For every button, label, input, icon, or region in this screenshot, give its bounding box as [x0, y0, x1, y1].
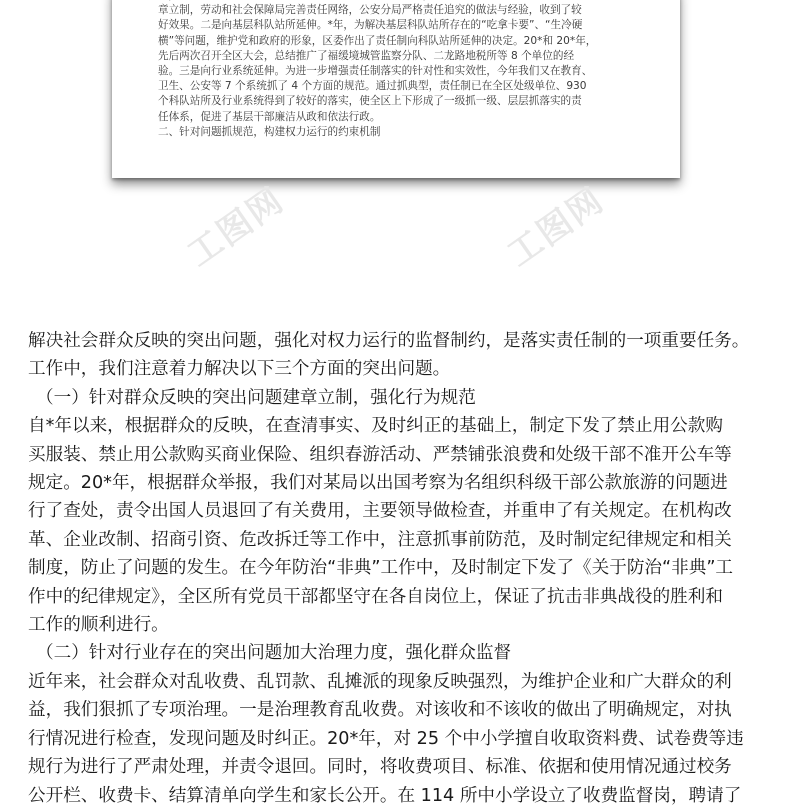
preview-line: 先后两次召开全区大会，总结推广了福缓境城管监察分队、二龙路地税所等 8 个单位的经 — [158, 49, 575, 62]
paragraph-line: 作中的纪律规定》，全区所有党员干部都坚守在各自岗位上，保证了抗击非典战役的胜利和 — [28, 586, 723, 607]
paragraph-line: 工作的顺利进行。 — [28, 615, 169, 636]
paragraph-line: 革、企业改制、招商引资、危改拆迁等工作中，注意抓事前防范，及时制定纪律规定和相关 — [28, 529, 732, 550]
document-body — [28, 327, 788, 810]
paragraph-line: 公开栏、收费卡、结算清单向学生和家长公开。在 114 所中小学设立了收费监督岗，聘请了 — [28, 785, 742, 806]
preview-line: 卫生、公安等 7 个系统抓了 4 个方面的规范。通过抓典型，责任制已在全区处级单位、930 — [158, 80, 587, 93]
paragraph-line: 近年来，社会群众对乱收费、乱罚款、乱摊派的现象反映强烈，为维护企业和广大群众的利 — [28, 671, 732, 692]
preview-line: 好效果。二是向基层科队站所延伸。*年，为解决基层科队站所存在的“吃拿卡要”、“生冷硬 — [158, 19, 583, 32]
watermark: 工图网 — [500, 180, 612, 275]
preview-line: 验。三是向行业系统延伸。为进一步增强责任制落实的针对性和实效性，今年我们又在教育、 — [158, 65, 593, 78]
paragraph-line: 行情况进行检查，发现问题及时纠正。20*年，对 25 个中小学擅自收取资料费、试卷费等违 — [28, 728, 744, 749]
preview-text-block — [158, 0, 648, 140]
document-page-preview — [112, 0, 680, 178]
paragraph-line: 工作中，我们注意着力解决以下三个方面的突出问题。 — [28, 359, 451, 380]
preview-line: 个科队站所及行业系统得到了较好的落实，使全区上下形成了一级抓一级、层层抓落实的责 — [158, 95, 582, 108]
subsection-heading: （二）针对行业存在的突出问题加大治理力度，强化群众监督 — [36, 643, 512, 664]
paragraph-line: 买服装、禁止用公款购买商业保险、组织春游活动、严禁铺张浪费和处级干部不准开公车等 — [28, 444, 732, 465]
preview-line: 章立制，劳动和社会保障局完善责任网络，公安分局严格责任追究的做法与经验，收到了较 — [158, 4, 582, 17]
paragraph-line: 解决社会群众反映的突出问题，强化对权力运行的监督制约，是落实责任制的一项重要任务。 — [28, 331, 750, 351]
paragraph-line: 行了查处，责令出国人员退回了有关费用，主要领导做检查，并重申了有关规定。在机构改 — [28, 501, 732, 522]
paragraph-line: 制度，防止了问题的发生。在今年防治“非典”工作中，及时制定下发了《关于防治“非典”工 — [28, 558, 734, 579]
preview-section-heading: 二、针对问题抓规范，构建权力运行的约束机制 — [158, 125, 381, 138]
subsection-heading: （一）针对群众反映的突出问题建章立制，强化行为规范 — [36, 387, 476, 408]
paragraph-line: 规定。20*年，根据群众举报，我们对某局以出国考察为名组织科级干部公款旅游的问题进 — [28, 473, 728, 494]
document-preview-area — [0, 0, 800, 300]
paragraph-line: 自*年以来，根据群众的反映，在查清事实、及时纠正的基础上，制定下发了禁止用公款购 — [28, 416, 723, 437]
paragraph-line: 益，我们狠抓了专项治理。一是治理教育乱收费。对该收和不该收的做出了明确规定，对执 — [28, 700, 732, 721]
paragraph-line: 规行为进行了严肃处理，并责令退回。同时，将收费项目、标准、依据和使用情况通过校务 — [28, 757, 732, 778]
preview-line: 横”等问题，维护党和政府的形象，区委作出了责任制向科队站所延伸的决定。20*和 20*年， — [158, 34, 597, 47]
preview-line: 任体系，促进了基层干部廉洁从政和依法行政。 — [158, 110, 381, 123]
watermark: 工图网 — [180, 180, 292, 275]
